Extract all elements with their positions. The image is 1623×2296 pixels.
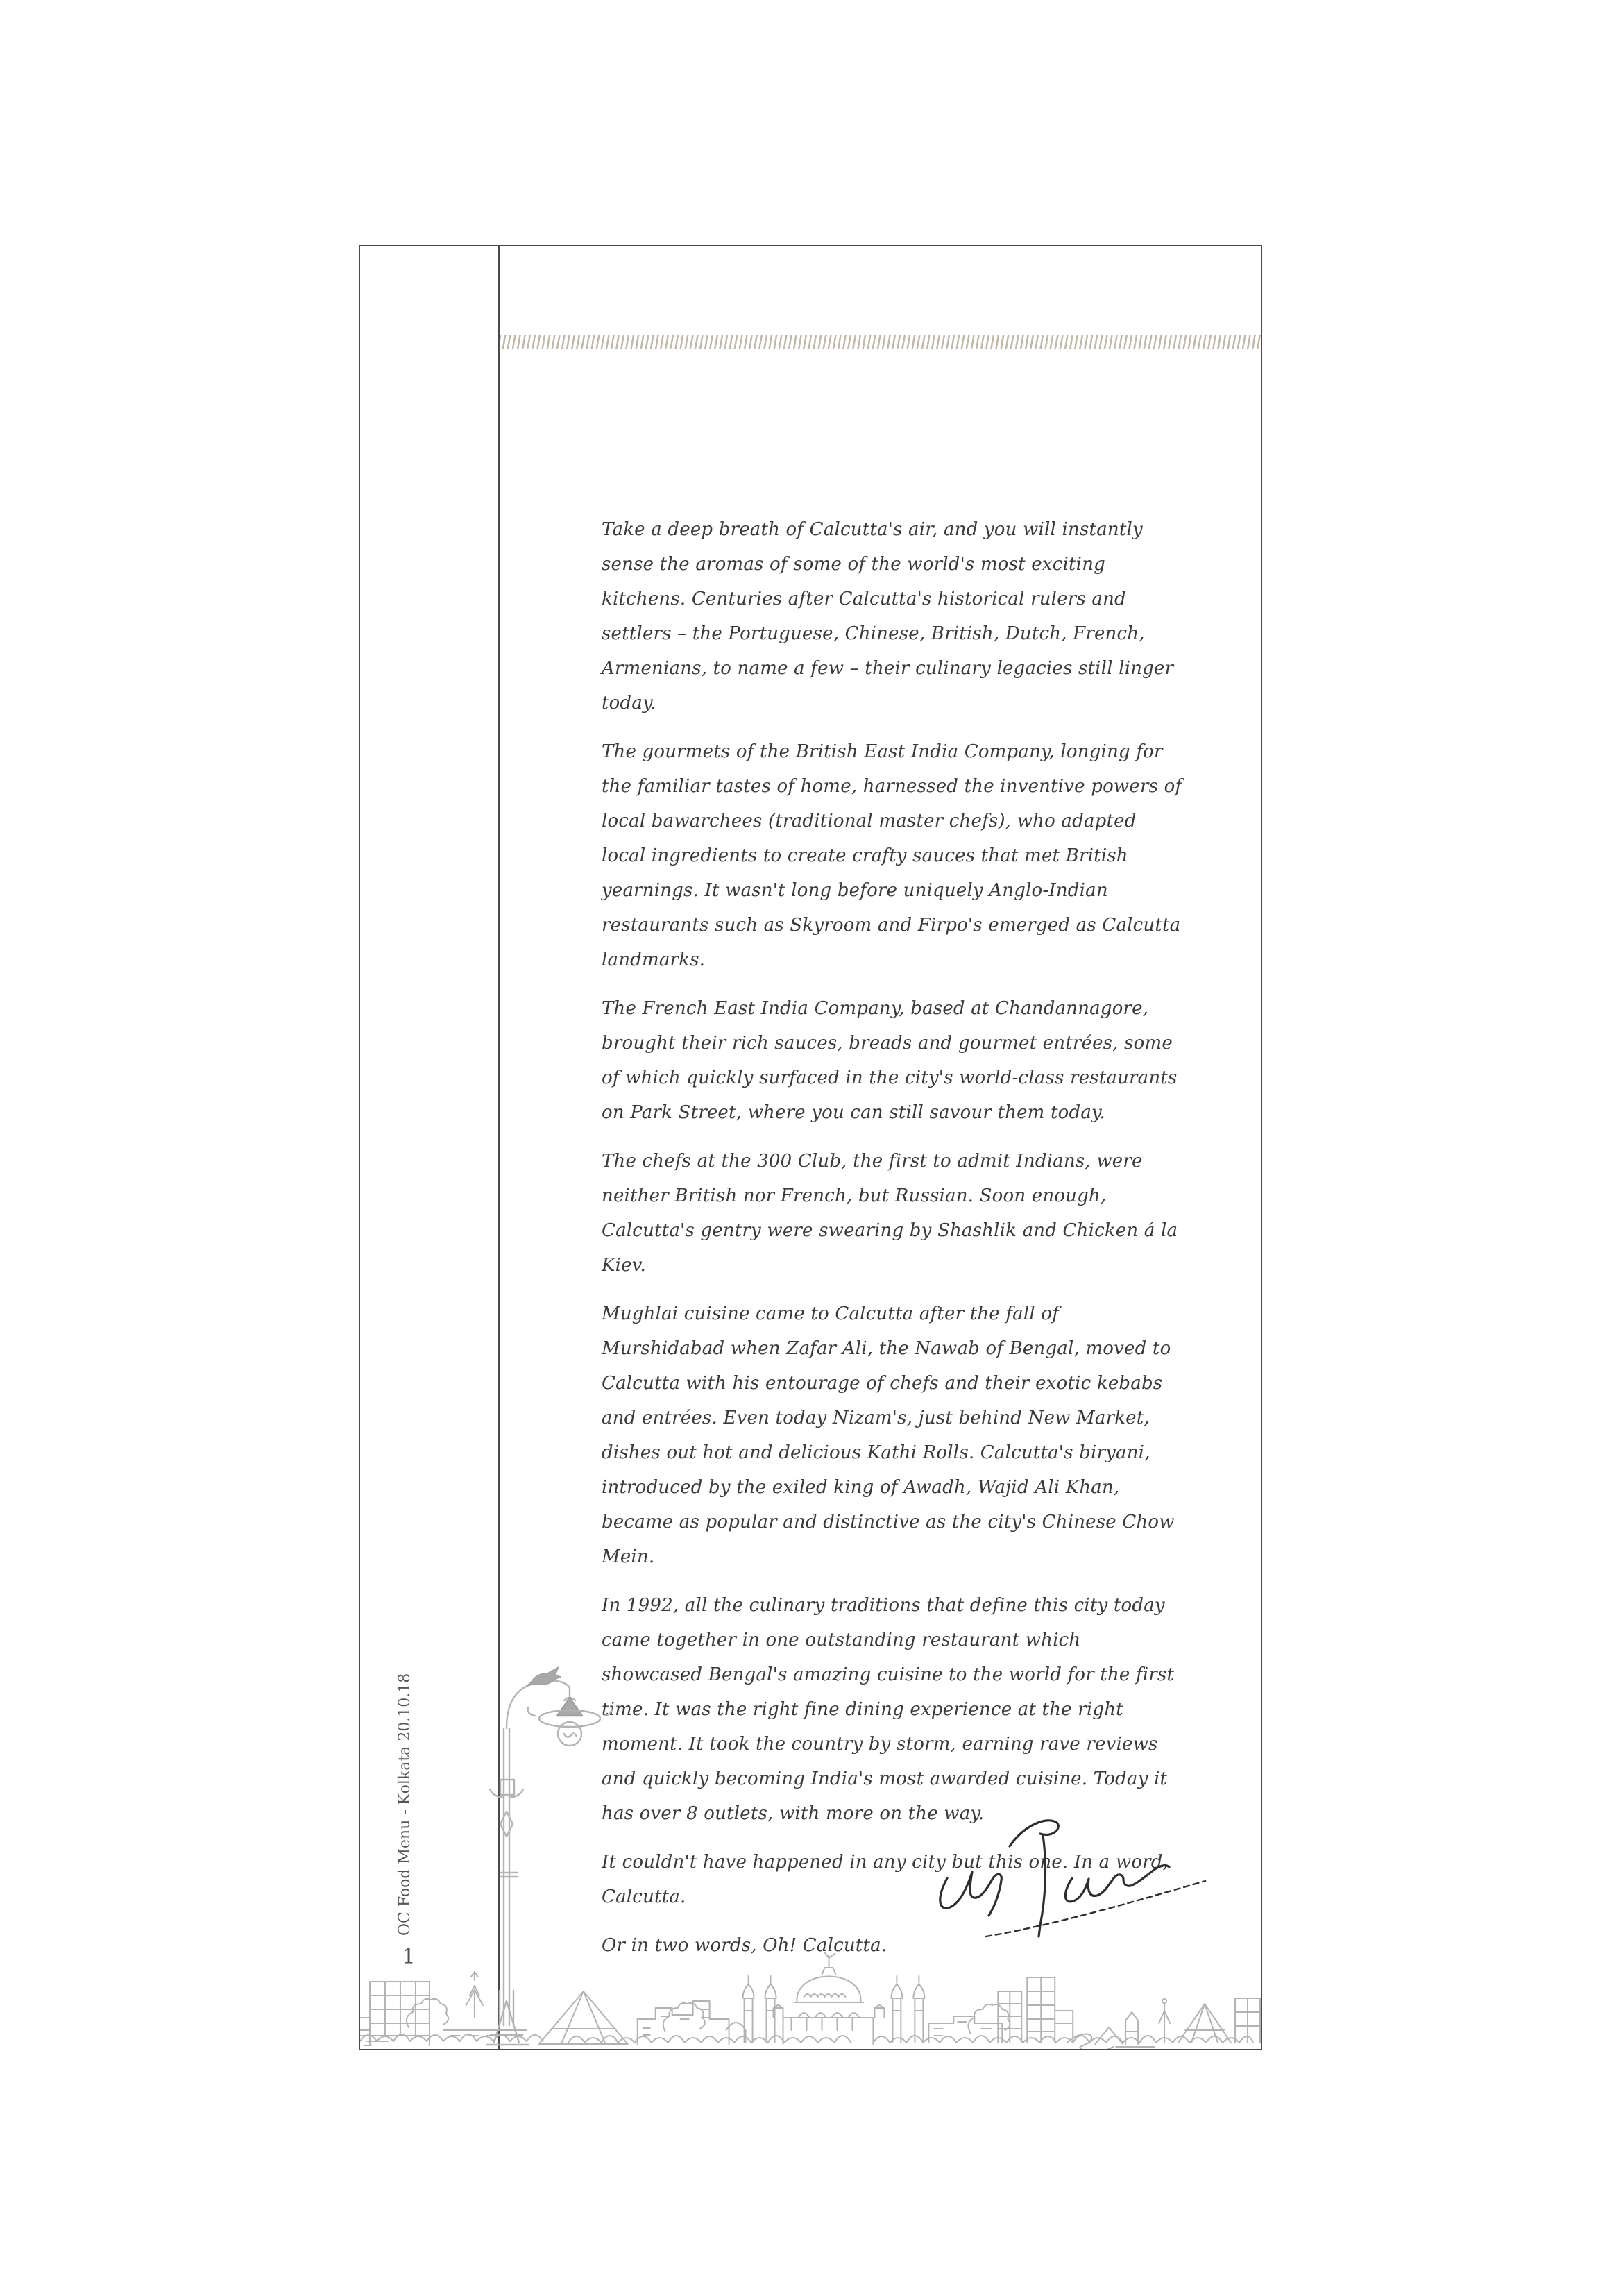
intro-paragraph-5: Mughlai cuisine came to Calcutta after the fall of Murshidabad when Zafar Ali, the Nawab of Bengal, moved to Calcutta with his entourage of chefs and their exotic kebabs and entrées. Even today Nizam's, just behind New Market, dishes out hot and delicious Kathi Rolls. Calcutta's biryani, introduced by the exiled king of Awadh, Wajid Ali Khan, became as popular and distinctive as the city's Chinese Chow Mein. bbox=[602, 1303, 1175, 1567]
intro-text-column bbox=[602, 512, 1184, 1977]
bush-run-3 bbox=[873, 2036, 1253, 2043]
tall-tower-2 bbox=[1027, 1977, 1073, 2043]
page-number: 1 bbox=[402, 1945, 416, 1969]
victoria-pavilions bbox=[774, 2005, 885, 2018]
pole-ornament bbox=[500, 1812, 513, 1837]
intro-paragraph-1: Take a deep breath of Calcutta's air, and you will instantly sense the aromas of some of the world's most exciting kitchens. Centuries after Calcutta's historical rulers and settlers – the Portuguese, Chinese, British, Dutch, French, Armenians, to name a few – their culinary legacies still linger today. bbox=[602, 519, 1174, 714]
intro-paragraph-6: In 1992, all the culinary traditions that define this city today came together in one outstanding restaurant which showcased Bengal's amazing cuisine to the world for the first time. It was the right fine dining experience at the right moment. It took the country by storm, earning rave reviews and quickly becoming India's most awarded cuisine. Today it has over 8 outlets, with more on the way. bbox=[602, 1595, 1175, 1824]
signature-stroke-j-flourish bbox=[1010, 1821, 1058, 1936]
intro-paragraph-2: The gourmets of the British East India Company, longing for the familiar tastes of home, harnessed the inventive powers of local bawarchees (traditional master chefs), who adapted local ingredients to create crafty sauces that met British yearnings. It wasn't long before uniquely Anglo-Indian restaurants such as Skyroom and Firpo's emerged as Calcutta landmarks. bbox=[602, 741, 1182, 970]
river-wall bbox=[443, 2030, 527, 2036]
lamp-shade bbox=[557, 1698, 582, 1716]
pole-collar bbox=[500, 1780, 514, 1795]
menu-page-frame bbox=[359, 245, 1262, 2050]
right-spire bbox=[1159, 2004, 1170, 2043]
pole-bracket-curls bbox=[490, 1789, 523, 1798]
lamp-filament bbox=[564, 1733, 577, 1737]
monument-statue bbox=[466, 1972, 483, 2018]
bird-icon bbox=[527, 1667, 561, 1686]
right-spire-finial bbox=[1162, 1999, 1166, 2003]
intro-paragraph-3: The French East India Company, based at Chandannagore, brought their rich sauces, breads and gourmet entrées, some of which quickly surfaced in the city's world-class restaurants on Park Street, where you can still savour them today. bbox=[602, 998, 1178, 1123]
bridge-truss-right bbox=[1178, 2004, 1231, 2043]
intro-paragraph-8: Or in two words, Oh! Calcutta. bbox=[602, 1935, 887, 1956]
signature-stroke-an bbox=[940, 1872, 1001, 1916]
signature-underline bbox=[986, 1881, 1205, 1936]
bush-run-2 bbox=[568, 2036, 851, 2043]
vertical-footer bbox=[389, 1673, 420, 1936]
hatched-ribbon-band bbox=[500, 335, 1261, 349]
stepped-buildings bbox=[638, 2001, 729, 2044]
bridge-truss-left bbox=[539, 1991, 628, 2044]
intro-paragraph-4: The chefs at the 300 Club, the first to admit Indians, were neither British nor French, but Russian. Soon enough, Calcutta's gentry were swearing by Shashlik and Chicken á la Kiev. bbox=[602, 1151, 1178, 1276]
minaret-right-1 bbox=[891, 1976, 902, 2043]
lamp-arc bbox=[507, 1680, 570, 1728]
minaret-left-1 bbox=[743, 1976, 754, 2043]
intro-paragraph-7: It couldn't have happened in any city but this one. In a word, Calcutta. bbox=[602, 1852, 1169, 1907]
long-low-building bbox=[928, 2016, 1002, 2043]
lamp-bulb bbox=[558, 1722, 581, 1746]
signature-stroke-an-tail bbox=[1065, 1866, 1169, 1902]
minaret-left-2 bbox=[765, 1976, 776, 2043]
vertical-footer-label: OC Food Menu - Kolkata 20.10.18 bbox=[396, 1673, 414, 1936]
signature-illustration bbox=[928, 1800, 1216, 1943]
minaret-right-2 bbox=[913, 1976, 924, 2043]
victoria-memorial bbox=[783, 1952, 874, 2044]
